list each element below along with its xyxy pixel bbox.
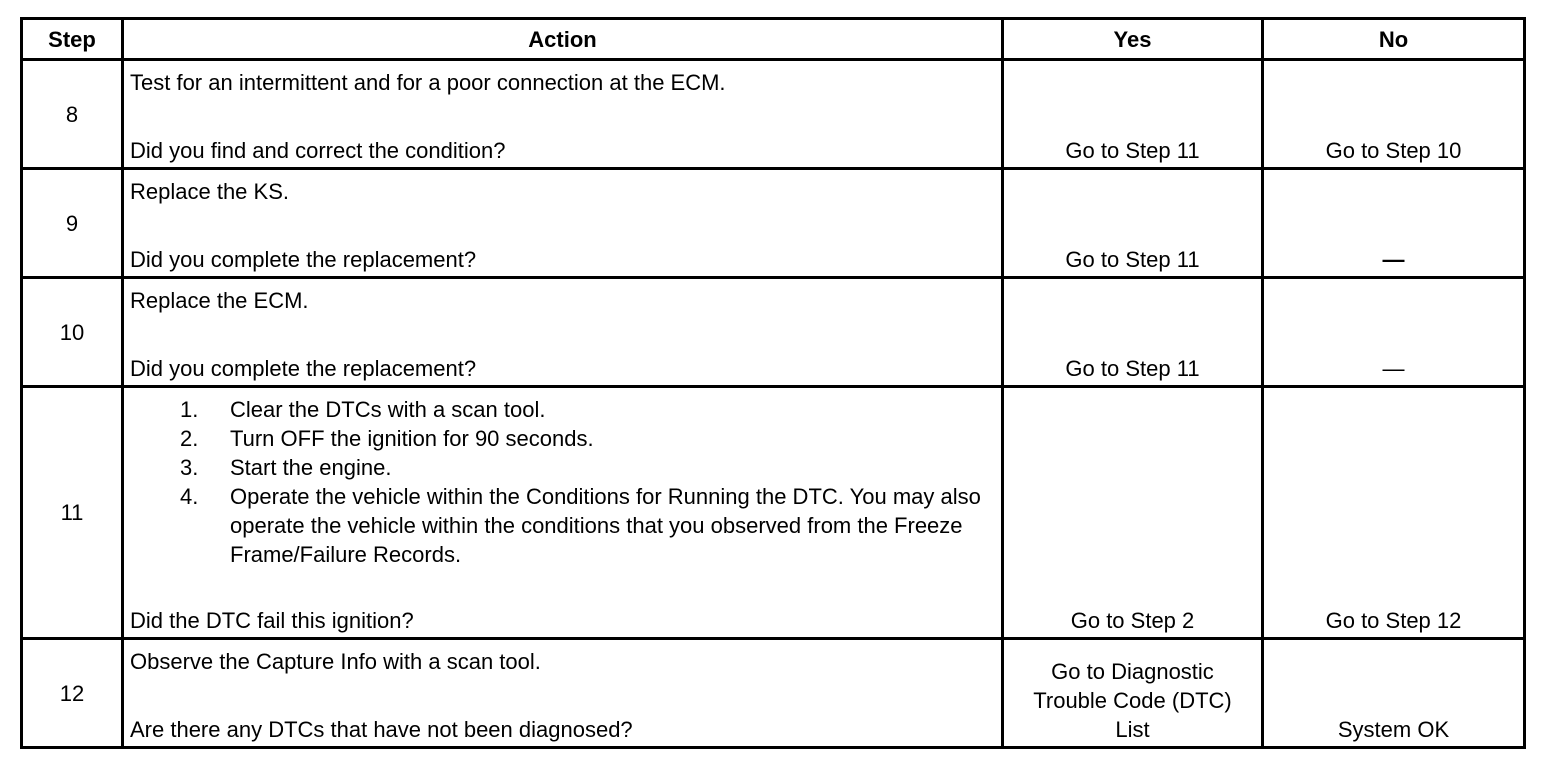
list-item-text: Start the engine. <box>230 455 392 480</box>
header-action: Action <box>123 19 1003 60</box>
action-cell <box>123 60 1003 169</box>
action-text: Observe the Capture Info with a scan tool. <box>130 649 541 674</box>
diagnostic-table-grid <box>20 17 1526 749</box>
list-item-number: 2. <box>180 426 199 451</box>
yes-result: Go to Step 11 <box>1003 278 1263 387</box>
step-number: 12 <box>22 639 123 748</box>
table-row <box>22 60 1525 169</box>
yes-result: Go to Step 2 <box>1003 387 1263 639</box>
list-item-number: 1. <box>180 397 199 422</box>
header-step: Step <box>22 19 123 60</box>
no-result: Go to Step 10 <box>1263 60 1525 169</box>
action-cell <box>123 639 1003 748</box>
action-text: Replace the KS. <box>130 179 289 204</box>
action-cell <box>123 387 1003 639</box>
action-question: Did you complete the replacement? <box>130 356 477 381</box>
list-item <box>180 424 1001 453</box>
no-result: — <box>1263 169 1525 278</box>
no-result: Go to Step 12 <box>1263 387 1525 639</box>
list-item <box>180 453 1001 482</box>
list-item <box>180 482 990 569</box>
header-no: No <box>1263 19 1525 60</box>
header-row <box>22 19 1525 60</box>
step-number: 11 <box>22 387 123 639</box>
no-result: System OK <box>1263 639 1525 748</box>
step-number: 10 <box>22 278 123 387</box>
list-item-text: Operate the vehicle within the Conditions for Running the DTC. You may also operate the vehicle within the conditions that you observed from the Freeze Frame/Failure Records. <box>230 484 981 567</box>
list-item-number: 4. <box>180 484 199 509</box>
list-item-text: Turn OFF the ignition for 90 seconds. <box>230 426 594 451</box>
list-item <box>180 395 1001 424</box>
yes-result: Go to Step 11 <box>1003 169 1263 278</box>
procedure-list <box>130 395 1001 569</box>
step-number: 9 <box>22 169 123 278</box>
header-yes: Yes <box>1003 19 1263 60</box>
action-question: Did you find and correct the condition? <box>130 138 506 163</box>
action-cell <box>123 169 1003 278</box>
yes-result: Go to Step 11 <box>1003 60 1263 169</box>
diagnostic-table <box>20 17 1523 751</box>
table-row <box>22 169 1525 278</box>
list-item-number: 3. <box>180 455 199 480</box>
table-row <box>22 387 1525 639</box>
table-row <box>22 278 1525 387</box>
action-question: Did the DTC fail this ignition? <box>130 608 414 633</box>
action-text: Test for an intermittent and for a poor connection at the ECM. <box>130 70 726 95</box>
list-item-text: Clear the DTCs with a scan tool. <box>230 397 546 422</box>
action-cell <box>123 278 1003 387</box>
no-result: — <box>1263 278 1525 387</box>
yes-result: Go to Diagnostic Trouble Code (DTC) List <box>1003 639 1263 748</box>
action-question: Did you complete the replacement? <box>130 247 477 272</box>
table-row <box>22 639 1525 748</box>
action-question: Are there any DTCs that have not been diagnosed? <box>130 717 633 742</box>
step-number: 8 <box>22 60 123 169</box>
action-text: Replace the ECM. <box>130 288 309 313</box>
